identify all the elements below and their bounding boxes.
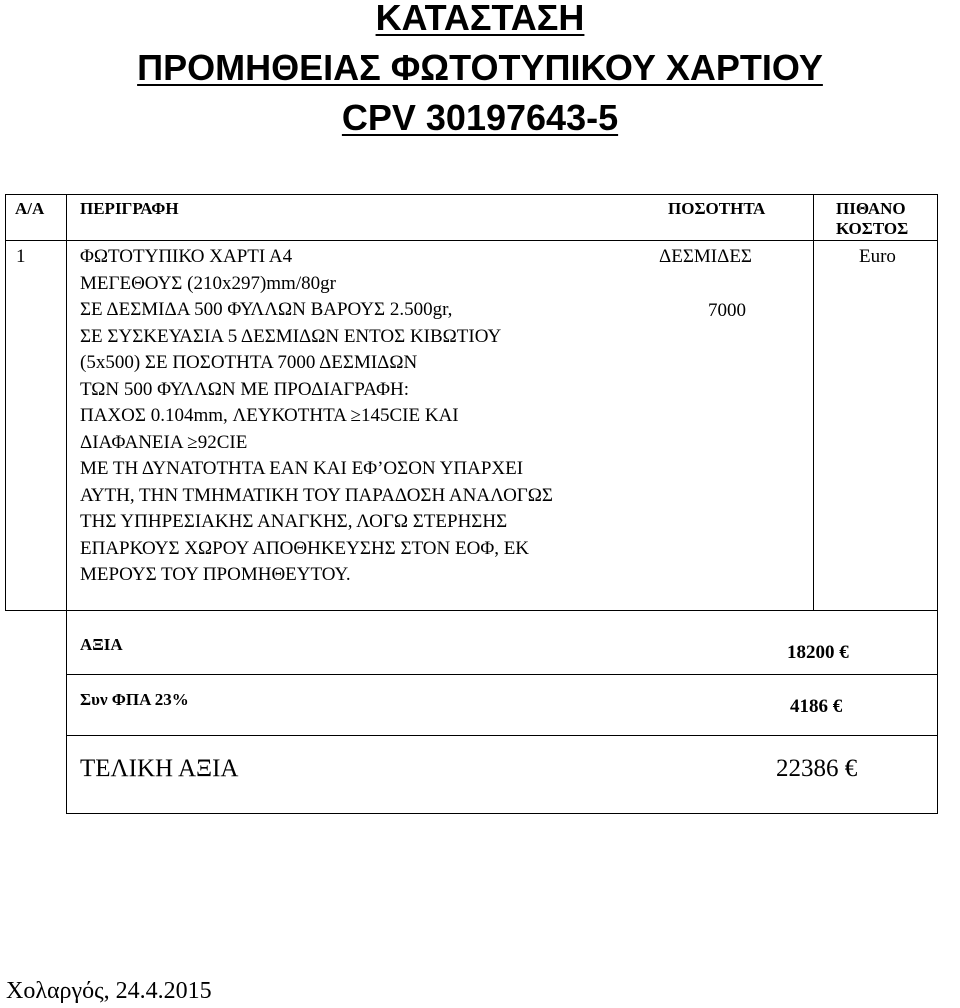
table-column-divider-3 <box>813 194 814 611</box>
summary-divider-1 <box>66 674 938 675</box>
row-quantity: 7000 <box>708 300 746 321</box>
row-description <box>80 244 553 589</box>
vat-amount: 4186 € <box>790 696 843 717</box>
table-column-divider-1 <box>66 194 67 611</box>
header-cost-line-1: ΠΙΘΑΝΟ <box>836 199 906 218</box>
vat-label: Συν ΦΠΑ 23% <box>80 690 189 709</box>
row-unit: ΔΕΣΜΙΔΕΣ <box>659 246 752 267</box>
description-line: ΔΙΑΦΑΝΕΙΑ ≥92CIE <box>80 431 248 453</box>
summary-border-bottom <box>66 813 938 814</box>
document-title-line-1: ΚΑΤΑΣΤΑΣΗ <box>375 0 585 38</box>
table-border-left <box>5 194 6 611</box>
description-line: (5x500) ΣΕ ΠΟΣΟΤΗΤΑ 7000 ΔΕΣΜΙΔΩΝ <box>80 352 418 373</box>
description-line: ΑΥΤΗ, ΤΗΝ ΤΜΗΜΑΤΙΚΗ ΤΟΥ ΠΑΡΑΔΟΣΗ ΑΝΑΛΟΓΩΣ <box>80 484 553 506</box>
description-line: ΣΕ ΣΥΣΚΕΥΑΣΙΑ 5 ΔΕΣΜΙΔΩΝ ΕΝΤΟΣ ΚΙΒΩΤΙΟΥ <box>80 325 502 347</box>
row-currency: Euro <box>859 246 896 267</box>
summary-border-right <box>937 610 938 813</box>
description-line: ΕΠΑΡΚΟΥΣ ΧΩΡΟΥ ΑΠΟΘΗΚΕΥΣΗΣ ΣΤΟΝ ΕΟΦ, ΕΚ <box>80 537 530 559</box>
total-label: ΤΕΛΙΚΗ ΑΞΙΑ <box>80 755 239 782</box>
description-line: ΤΩΝ 500 ΦΥΛΛΩΝ ΜΕ ΠΡΟΔΙΑΓΡΑΦΗ: <box>80 378 410 400</box>
header-aa: Α/Α <box>15 199 45 218</box>
description-line: ΜΕΡΟΥΣ ΤΟΥ ΠΡΟΜΗΘΕΥΤΟΥ. <box>80 564 351 585</box>
summary-divider-2 <box>66 735 938 736</box>
description-line: ΠΑΧΟΣ 0.104mm, ΛΕΥΚΟΤΗΤΑ ≥145CIE ΚΑΙ <box>80 405 459 426</box>
header-quantity: ΠΟΣΟΤΗΤΑ <box>668 199 766 218</box>
table-border-bottom <box>5 610 938 611</box>
total-amount: 22386 € <box>776 755 858 782</box>
description-line: ΤΗΣ ΥΠΗΡΕΣΙΑΚΗΣ ΑΝΑΓΚΗΣ, ΛΟΓΩ ΣΤΕΡΗΣΗΣ <box>80 511 508 532</box>
document-title-line-2: ΠΡΟΜΗΘΕΙΑΣ ΦΩΤΟΤΥΠΙΚΟΥ ΧΑΡΤΙΟΥ <box>137 47 823 88</box>
value-amount: 18200 € <box>787 642 849 663</box>
document-title-line-3: CPV 30197643-5 <box>341 97 619 138</box>
header-cost-line-2: ΚΟΣΤΟΣ <box>836 219 909 238</box>
summary-border-left <box>66 610 67 813</box>
table-border-right <box>937 194 938 611</box>
header-description: ΠΕΡΙΓΡΑΦΗ <box>80 199 179 218</box>
description-line: ΣΕ ΔΕΣΜΙΔΑ 500 ΦΥΛΛΩΝ ΒΑΡΟΥΣ 2.500gr, <box>80 299 453 320</box>
place-date: Χολαργός, 24.4.2015 <box>6 978 212 1004</box>
description-line: ΦΩΤΟΤΥΠΙΚΟ ΧΑΡΤΙ Α4 <box>80 246 293 267</box>
table-border-top <box>5 194 938 195</box>
description-line: ΜΕ ΤΗ ΔΥΝΑΤΟΤΗΤΑ ΕΑΝ ΚΑΙ ΕΦ’ΟΣΟΝ ΥΠΑΡΧΕΙ <box>80 458 524 479</box>
row-aa: 1 <box>16 246 26 267</box>
value-label: ΑΞΙΑ <box>80 635 123 654</box>
table-header-divider <box>5 240 938 241</box>
description-line: ΜΕΓΕΘΟΥΣ (210x297)mm/80gr <box>80 272 336 294</box>
